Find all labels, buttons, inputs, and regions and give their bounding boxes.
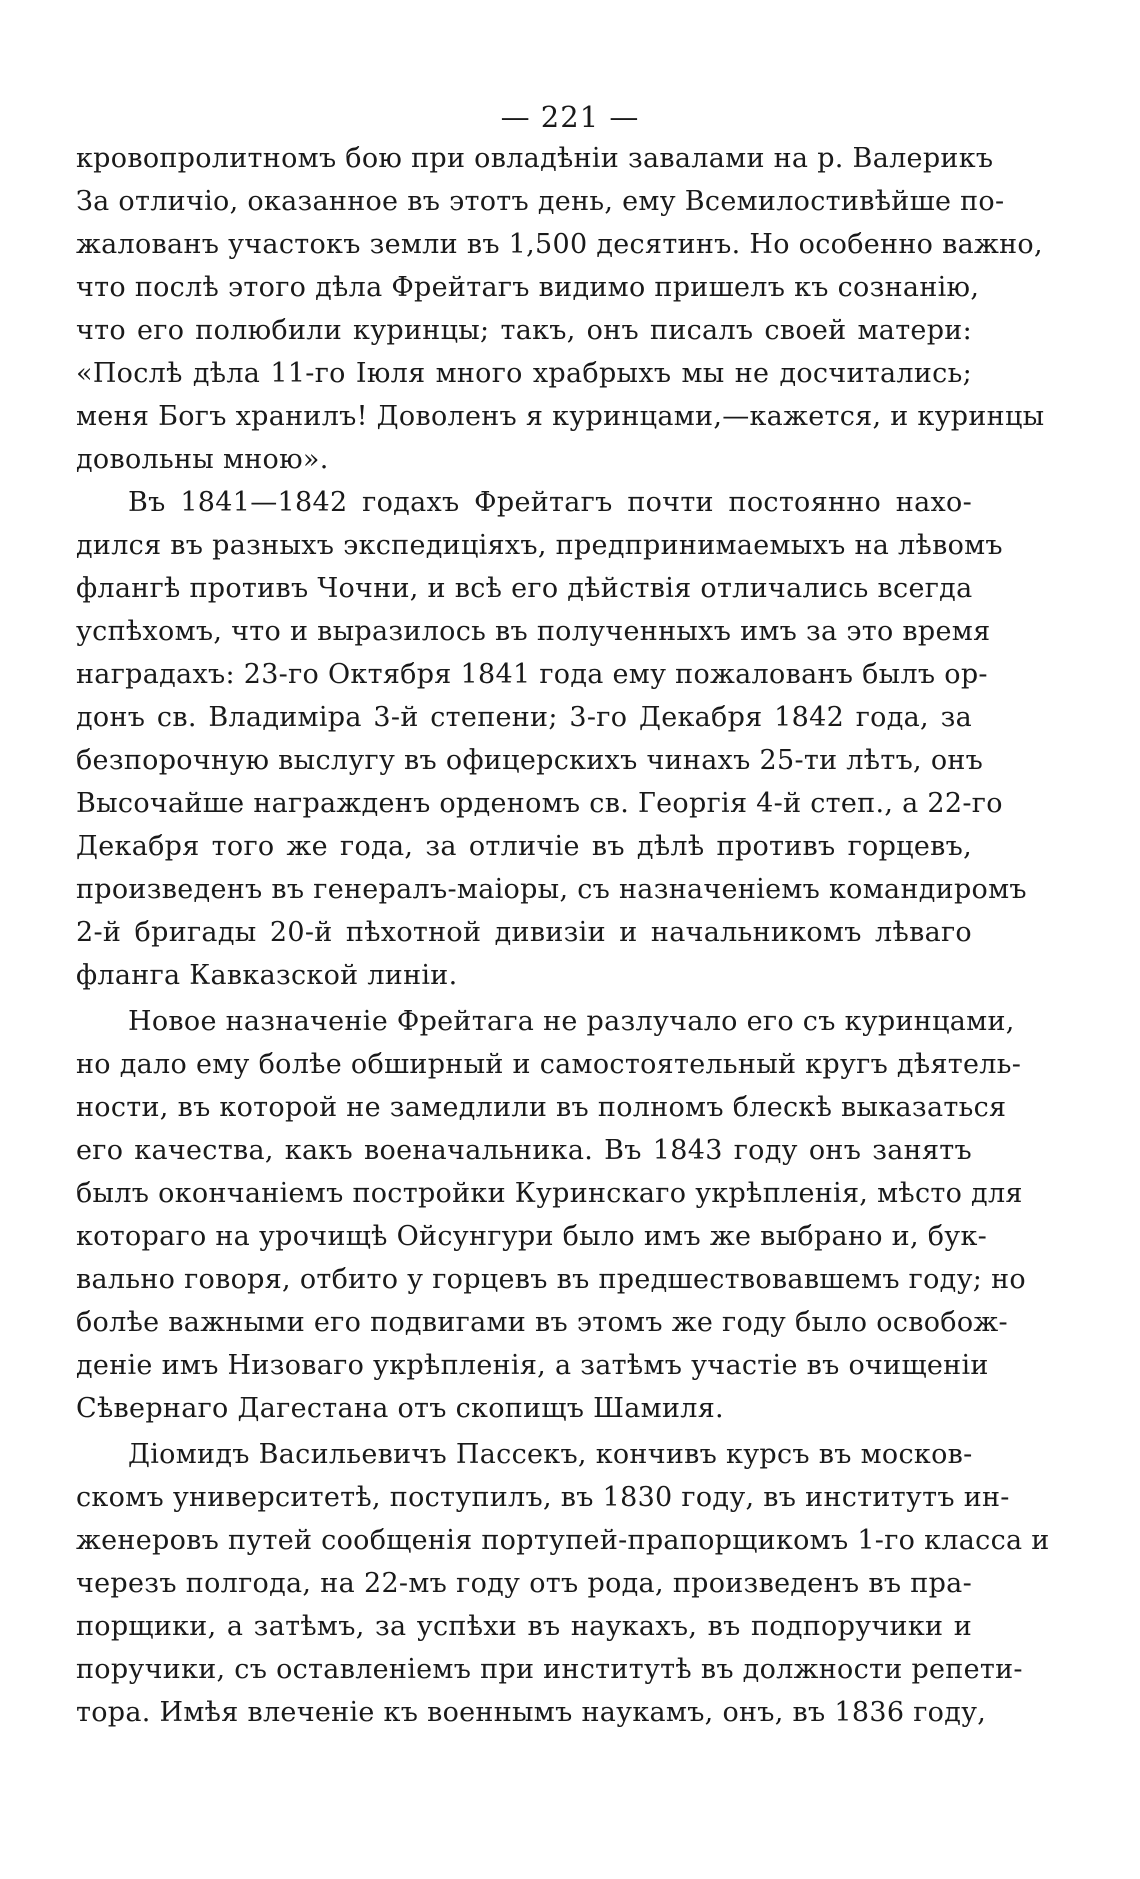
- text-line: Діомидъ Васильевичъ Пассекъ, кончивъ курсъ въ москов-: [128, 1439, 973, 1470]
- text-line: Высочайше награжденъ орденомъ св. Георгія 4-й степ., а 22-го: [76, 788, 1003, 819]
- text-line: донъ св. Владиміра 3-й степени; 3-го Декабря 1842 года, за: [76, 702, 972, 733]
- text-line: котораго на урочищѣ Ойсунгури было имъ же выбрано и, бук-: [76, 1221, 988, 1252]
- page-number: — 221 —: [500, 100, 640, 134]
- text-line: 2-й бригады 20-й пѣхотной дивизіи и начальникомъ лѣваго: [76, 917, 972, 948]
- text-line: порщики, а затѣмъ, за успѣхи въ наукахъ, въ подпоручики и: [76, 1611, 972, 1642]
- text-line: былъ окончаніемъ постройки Куринскаго укрѣпленія, мѣсто для: [76, 1178, 1023, 1209]
- text-line: скомъ университетѣ, поступилъ, въ 1830 году, въ институтъ ин-: [76, 1482, 1010, 1513]
- text-line: что его полюбили куринцы; такъ, онъ писалъ своей матери:: [76, 315, 972, 346]
- text-line: меня Богъ хранилъ! Доволенъ я куринцами,—кажется, и куринцы: [76, 401, 1045, 432]
- text-line: вально говоря, отбито у горцевъ въ предшествовавшемъ году; но: [76, 1264, 1026, 1295]
- text-line: произведенъ въ генералъ-маіоры, съ назначеніемъ командиромъ: [76, 874, 1027, 905]
- text-line: За отличіо, оказанное въ этотъ день, ему Всемилостивѣйше по-: [76, 186, 1005, 217]
- text-line: что послѣ этого дѣла Фрейтагъ видимо пришелъ къ сознанію,: [76, 272, 980, 303]
- text-line: кровопролитномъ бою при овладѣніи завалами на р. Валерикъ: [76, 143, 994, 174]
- text-line: флангѣ противъ Чочни, и всѣ его дѣйствія отличались всегда: [76, 573, 973, 604]
- text-line: деніе имъ Низоваго укрѣпленія, а затѣмъ участіе въ очищеніи: [76, 1350, 989, 1381]
- text-line: поручики, съ оставленіемъ при институтѣ въ должности репети-: [76, 1654, 1023, 1685]
- text-line: наградахъ: 23-го Октября 1841 года ему пожалованъ былъ ор-: [76, 659, 988, 690]
- text-line: успѣхомъ, что и выразилось въ полученныхъ имъ за это время: [76, 616, 991, 647]
- text-line: Сѣвернаго Дагестана отъ скопищъ Шамиля.: [76, 1393, 724, 1424]
- text-line: безпорочную выслугу въ офицерскихъ чинахъ 25-ти лѣтъ, онъ: [76, 745, 984, 776]
- text-line: но дало ему болѣе обширный и самостоятельный кругъ дѣятель-: [76, 1049, 1022, 1080]
- text-line: ности, въ которой не замедлили въ полномъ блескѣ выказаться: [76, 1092, 1007, 1123]
- text-line: болѣе важными его подвигами въ этомъ же году было освобож-: [76, 1307, 1008, 1338]
- text-line: жалованъ участокъ земли въ 1,500 десятинъ. Но особенно важно,: [76, 229, 1043, 260]
- text-line: дился въ разныхъ экспедиціяхъ, предпринимаемыхъ на лѣвомъ: [76, 530, 1003, 561]
- text-line: Декабря того же года, за отличіе въ дѣлѣ противъ горцевъ,: [76, 831, 972, 862]
- text-line: «Послѣ дѣла 11-го Іюля много храбрыхъ мы не досчитались;: [76, 358, 972, 389]
- text-line: его качества, какъ военачальника. Въ 1843 году онъ занятъ: [76, 1135, 972, 1166]
- text-line: Въ 1841—1842 годахъ Фрейтагъ почти постоянно нахо-: [128, 487, 972, 518]
- text-line: довольны мною».: [76, 444, 329, 475]
- text-line: тора. Имѣя влеченіе къ военнымъ наукамъ, онъ, въ 1836 году,: [76, 1697, 987, 1728]
- text-line: черезъ полгода, на 22-мъ году отъ рода, произведенъ въ пра-: [76, 1568, 972, 1599]
- text-line: женеровъ путей сообщенія портупей-прапорщикомъ 1-го класса и: [76, 1525, 1050, 1556]
- text-line: фланга Кавказской линіи.: [76, 960, 458, 991]
- text-line: Новое назначеніе Фрейтага не разлучало его съ куринцами,: [128, 1006, 1015, 1037]
